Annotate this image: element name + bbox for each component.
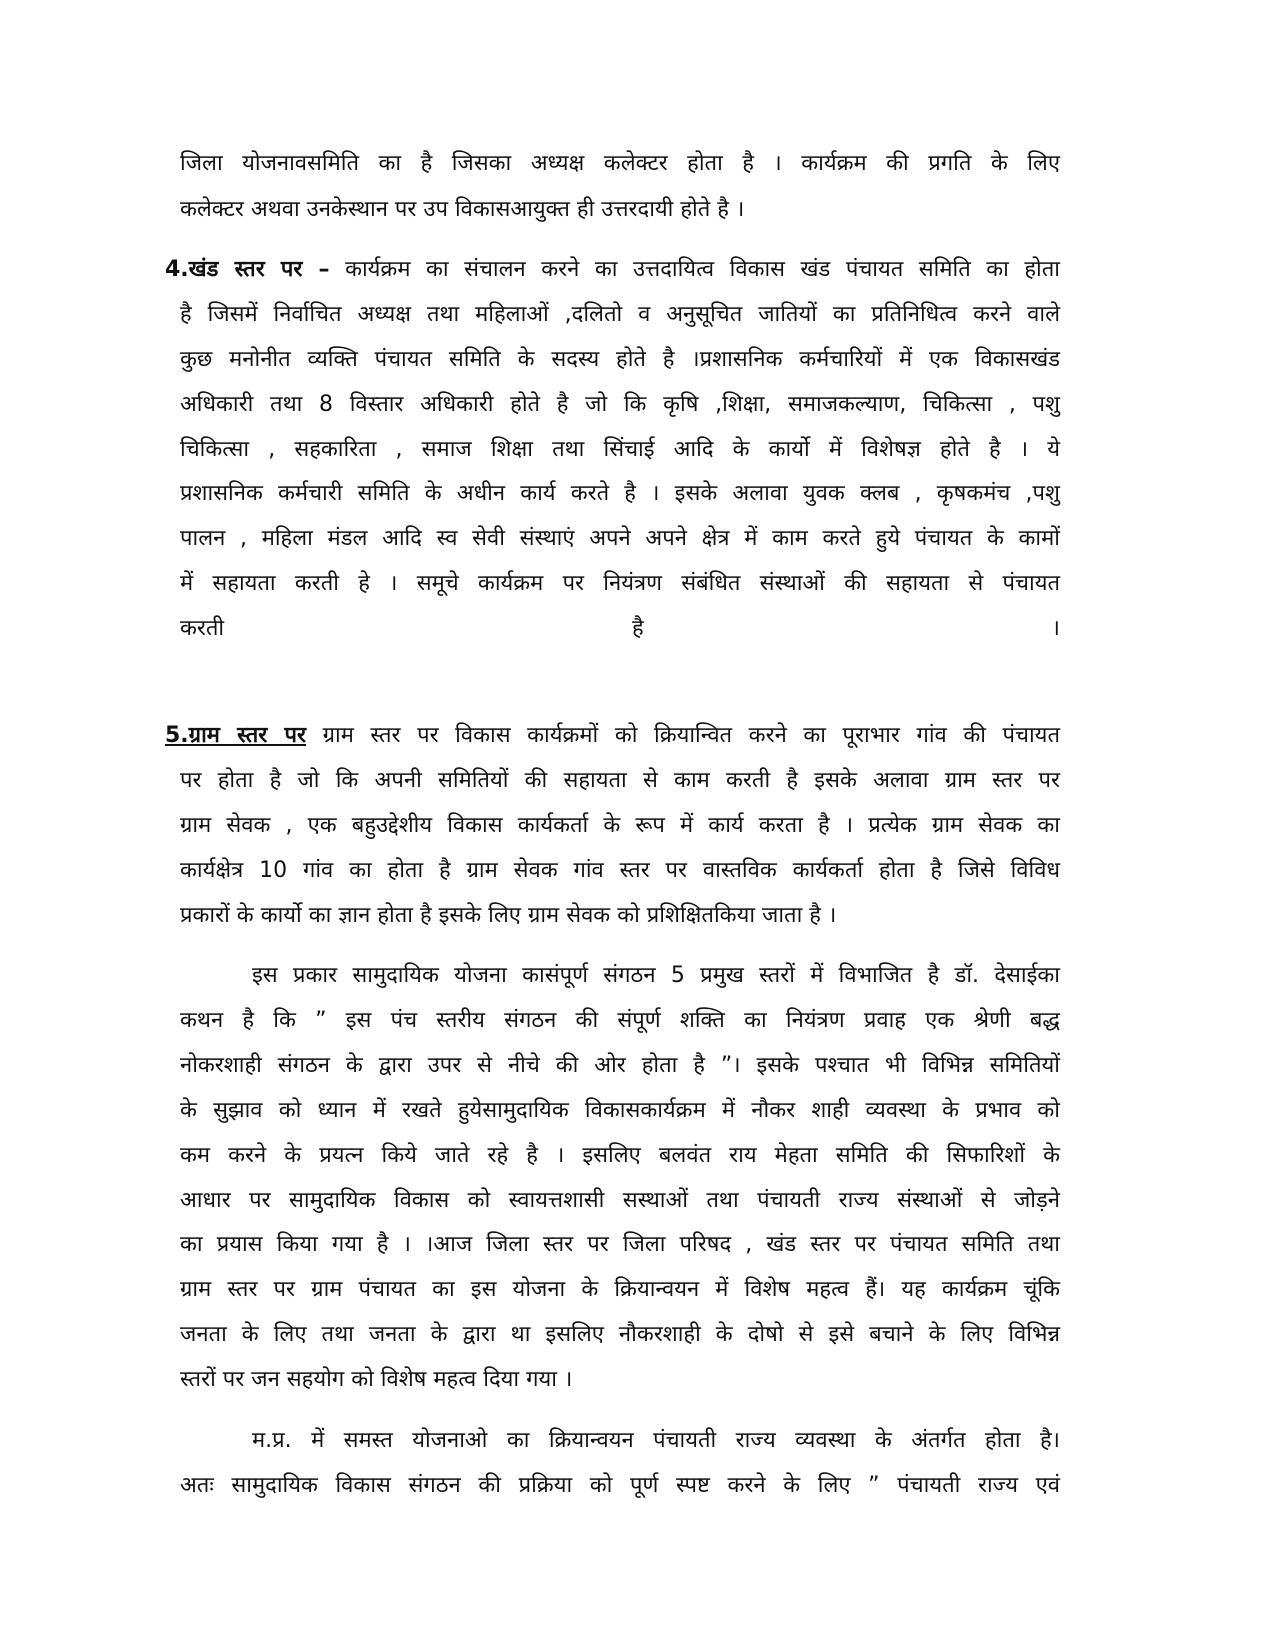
section5-line-3: ग्राम सेवक , एक बहुउद्देशीय विकास कार्यकर्ता के रूप में कार्य करता है । प्रत्येक ग्राम सेवक का [180, 813, 1060, 838]
conclusion-line-3: नोकरशाही संगठन के द्वारा उपर से नीचे की ओर होता है ”। इसके पश्चात भी विभिन्न समितियों [180, 1053, 1060, 1078]
section4-first-line-text: कार्यक्रम का संचालन करने का उत्तदायित्व विकास खंड पंचायत समिति का होता [345, 257, 1060, 282]
section4-heading: 4.खंड स्तर पर – [165, 257, 330, 282]
section5-first-line [165, 713, 1060, 759]
section5-first-line-text: ग्राम स्तर पर विकास कार्यक्रमों को क्रियान्वित करने का पूराभार गांव की पंचायत [322, 723, 1060, 748]
conclusion-line-8: ग्राम स्तर पर ग्राम पंचायत का इस योजना के क्रियान्वयन में विशेष महत्व हैं। यह कार्यक्रम चूंकि [180, 1277, 1060, 1302]
section5-line-2: पर होता है जो कि अपनी समितियों की सहायता से काम करती है इसके अलावा ग्राम स्तर पर [180, 768, 1060, 793]
intro-line-2: कलेक्टर अथवा उनकेस्थान पर उप विकासआयुक्त ही उत्तरदायी होते है । [180, 197, 745, 222]
conclusion-line-2: कथन है कि ” इस पंच स्तरीय संगठन की संपूर्ण शक्ति का नियंत्रण प्रवाह एक श्रेणी बद्ध [180, 1008, 1060, 1033]
section4-line-5: चिकित्सा , सहकारिता , समाज शिक्षा तथा सिंचाई आदि के कार्यो में विशेषज्ञ होते है । ये [180, 437, 1060, 462]
section5-line-5: प्रकारों के कार्यो का ज्ञान होता है इसके लिए ग्राम सेवक को प्रशिक्षितकिया जाता है । [180, 903, 837, 928]
conclusion-line-7: का प्रयास किया गया है । ।आज जिला स्तर पर जिला परिषद , खंड स्तर पर पंचायत समिति तथा [180, 1232, 1060, 1257]
mp-line-1: म.प्र. में समस्त योजनाओ का क्रियान्वयन पंचायती राज्य व्यवस्था के अंतर्गत होता है। [252, 1428, 1060, 1453]
conclusion-line-10: स्तरों पर जन सहयोग को विशेष महत्व दिया गया । [180, 1367, 573, 1392]
mp-line-2: अतः सामुदायिक विकास संगठन की प्रक्रिया को पूर्ण स्पष्ट करने के लिए ” पंचायती राज्य एवं [180, 1473, 1060, 1498]
conclusion-line-4: के सुझाव को ध्यान में रखते हुयेसामुदायिक विकासकार्यक्रम में नौकर शाही व्यवस्था के प्रभाव को [180, 1098, 1060, 1123]
section5-line-4: कार्यक्षेत्र 10 गांव का होता है ग्राम सेवक गांव स्तर पर वास्तविक कार्यकर्ता होता है जिसे विविध [180, 858, 1060, 883]
section5-heading: 5.ग्राम स्तर पर [165, 723, 307, 748]
section4-line-3: कुछ मनोनीत व्यक्ति पंचायत समिति के सदस्य होते है ।प्रशासनिक कर्मचारियों में एक विकासखंड [180, 347, 1060, 372]
intro-line-1: जिला योजनावसमिति का है जिसका अध्यक्ष कलेक्टर होता है । कार्यक्रम की प्रगति के लिए [180, 151, 1060, 176]
section4-line-9: करती है । [180, 616, 1060, 641]
conclusion-line-9: जनता के लिए तथा जनता के द्वारा था इसलिए नौकरशाही के दोषो से इसे बचाने के लिए विभिन्न [180, 1322, 1060, 1347]
section4-line-7: पालन , महिला मंडल आदि स्व सेवी संस्थाएं अपने अपने क्षेत्र में काम करते हुये पंचायत के कामों [180, 526, 1060, 551]
section4-line-2: है जिसमें निर्वाचित अध्यक्ष तथा महिलाओं ,दलितो व अनुसूचित जातियों का प्रतिनिधित्व करने वाले [180, 302, 1060, 327]
conclusion-line-1: इस प्रकार सामुदायिक योजना कासंपूर्ण संगठन 5 प्रमुख स्तरों में विभाजित है डॉ. देसाईका [252, 963, 1060, 988]
conclusion-line-6: आधार पर सामुदायिक विकास को स्वायत्तशासी सस्थाओं तथा पंचायती राज्य संस्थाओं से जोड़ने [180, 1188, 1060, 1213]
section4-line-6: प्रशासनिक कर्मचारी समिति के अधीन कार्य करते है । इसके अलावा युवक क्लब , कृषकमंच ,पशु [180, 481, 1060, 506]
conclusion-line-5: कम करने के प्रयत्न किये जाते रहे है । इसलिए बलवंत राय मेहता समिति की सिफारिशों के [180, 1143, 1060, 1168]
section4-line-4: अधिकारी तथा 8 विस्तार अधिकारी होते है जो कि कृषि ,शिक्षा, समाजकल्याण, चिकित्सा , पशु [180, 392, 1060, 417]
section4-first-line [165, 247, 1060, 293]
section4-line-8: में सहायता करती हे । समूचे कार्यक्रम पर नियंत्रण संबंधित संस्थाओं की सहायता से पंचायत [180, 571, 1060, 596]
